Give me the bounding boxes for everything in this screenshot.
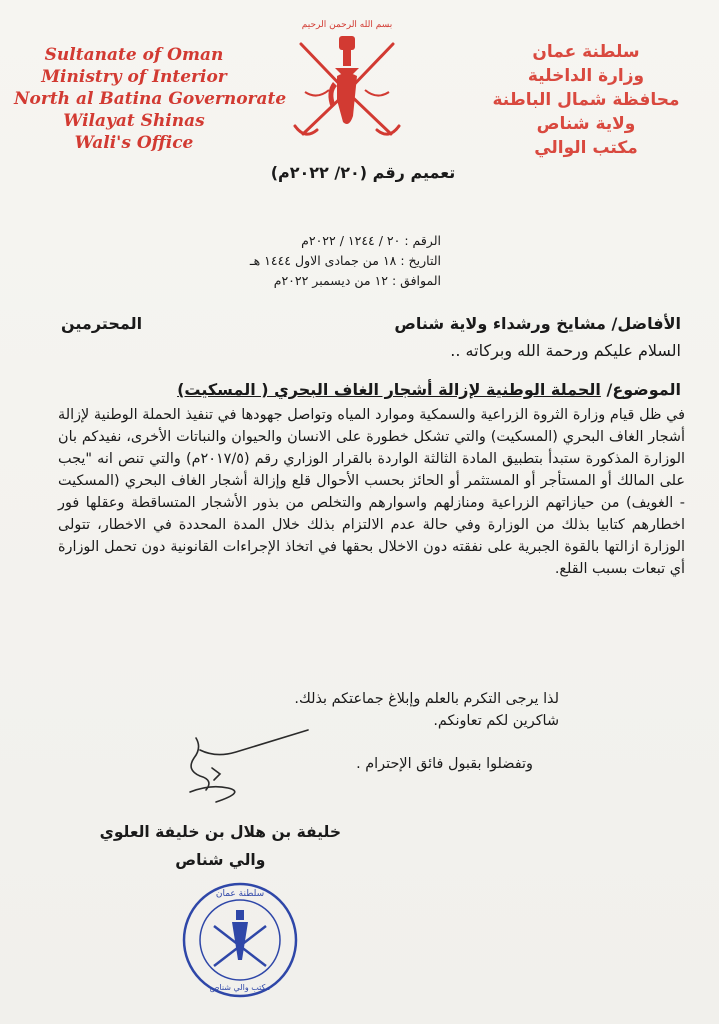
en-line-ministry: Ministry of Interior — [41, 67, 227, 87]
letter-body — [58, 404, 685, 580]
ar-line-governorate: محافظة شمال الباطنة — [492, 90, 680, 110]
closing-block — [294, 688, 559, 732]
subject-text: الحملة الوطنية لإزالة أشجار الغاف البحري ( المسكيت) — [177, 380, 601, 399]
en-line-office: Wali's Office — [74, 133, 194, 153]
basmala: بسم الله الرحمن الرحيم — [301, 20, 393, 30]
english-letterhead — [14, 44, 287, 154]
addressee-line — [61, 314, 681, 333]
hijri-date: التاريخ : ١٨ من جمادى الاول ١٤٤٤ هـ — [249, 253, 441, 268]
circular-number: تعميم رقم (٢٠/ ٢٠٢٢م) — [270, 163, 456, 182]
signer-block — [100, 818, 341, 874]
subject-label: الموضوع/ — [606, 380, 681, 399]
ar-line-country: سلطنة عمان — [532, 42, 640, 62]
body-paragraph: في ظل قيام وزارة الثروة الزراعية والسمكية وموارد المياه وتواصل جهودها في تنفيذ الحملة الوطنية لإزالة أشجار الغاف البحري (المسكيت) والتي تشكل خطورة على الانسان والحيوان والنباتات الأخرى، نفيدكم بان الوزارة المذكورة ستبدأ بتطبيق المادة الثالثة الواردة بالقرار الوزاري رقم (٢٠١٧/٥م) والتي تنص انه "يجب على المالك أو المستأجر أو المستثمر أو الحائز بحسب الأحوال قلع وإزالة أشجار الغاف البحري (المسكيت - الغويف) من حيازاتهم الزراعية ومنازلهم واسوارهم والتخلص من بذور الأشجار المتساقطة وعقلها فور اخطارهم كتابيا بذلك من الوزارة وفي حالة عدم الالتزام بذلك خلال المدة المحددة في الاخطار، تتولى الوزارة ازالتها بالقوة الجبرية على نفقته دون الاخلال بحقها في اتخاذ الإجراءات القانونية دون تحمل الوزارة أي تبعات بسبب القلع. — [58, 407, 685, 577]
signer-title: والي شناص — [175, 851, 266, 869]
en-line-country: Sultanate of Oman — [44, 45, 224, 65]
reference-number: الرقم : ٢٠ / ١٢٤٤ / ٢٠٢٢م — [301, 233, 441, 248]
addressee-to: الأفاضل/ مشايخ ورشداء ولاية شناص — [394, 314, 681, 333]
greeting: السلام عليكم ورحمة الله وبركاته .. — [450, 341, 681, 360]
en-line-governorate: North al Batina Governorate — [14, 89, 287, 109]
closing-thanks: شاكرين لكم تعاونكم. — [433, 713, 559, 729]
handwritten-signature — [176, 728, 316, 808]
gregorian-date: الموافق : ١٢ من ديسمبر ٢٠٢٢م — [273, 273, 441, 288]
subject-line — [177, 380, 681, 399]
khanjar-emblem-icon — [287, 30, 407, 148]
en-line-wilayat: Wilayat Shinas — [63, 111, 205, 131]
stamp-inner-text: مكتب والي شناص — [209, 983, 271, 992]
national-emblem — [287, 20, 407, 152]
regards-line: وتفضلوا بقبول فائق الإحترام . — [356, 756, 533, 772]
ar-line-wilayat: ولاية شناص — [536, 114, 636, 134]
ar-line-office: مكتب الوالي — [534, 138, 638, 158]
reference-block — [250, 231, 441, 291]
official-stamp-icon — [180, 880, 300, 1000]
addressee-respected: المحترمين — [61, 314, 143, 333]
ar-line-ministry: وزارة الداخلية — [527, 66, 645, 86]
closing-request: لذا يرجى التكرم بالعلم وإبلاغ جماعتكم بذلك. — [294, 691, 559, 707]
signer-name: خليفة بن هلال بن خليفة العلوي — [99, 823, 341, 841]
arabic-letterhead — [471, 40, 701, 160]
stamp-outer-text: سلطنة عمان — [215, 889, 265, 899]
